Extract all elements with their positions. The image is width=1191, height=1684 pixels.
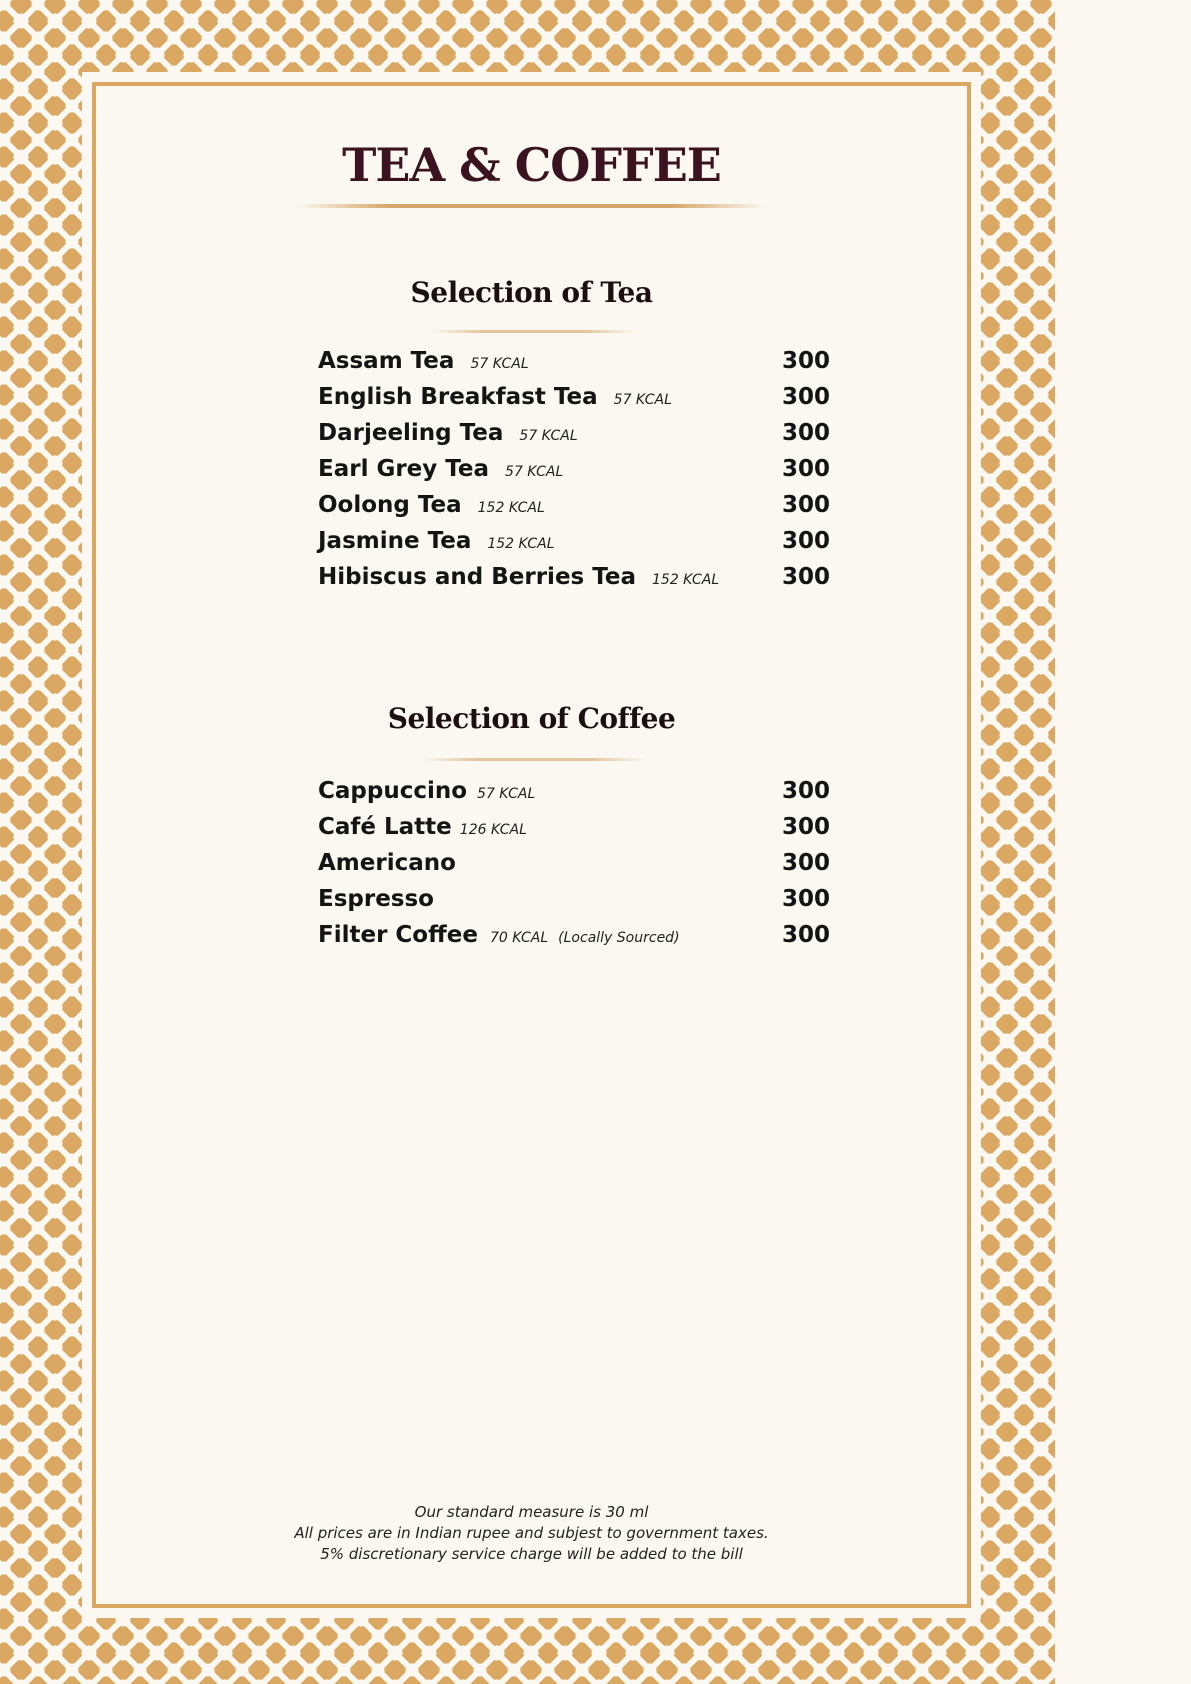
tea-item-hibiscus-berries (318, 564, 830, 600)
item-price: 300 (781, 420, 830, 446)
item-kcal: 57 KCAL (505, 464, 564, 480)
item-kcal: 57 KCAL (519, 428, 578, 444)
tea-section-heading: Selection of Tea (410, 276, 653, 309)
page-title: TEA & COFFEE (342, 138, 721, 192)
item-kcal: 152 KCAL (477, 500, 545, 516)
item-name: Oolong Tea (318, 492, 462, 518)
title-divider (296, 204, 766, 208)
tea-item-jasmine (318, 528, 830, 564)
item-name: Espresso (318, 886, 434, 912)
coffee-item-filter-coffee (318, 922, 830, 958)
item-name: Assam Tea (318, 348, 455, 374)
item-note: (Locally Sourced) (558, 930, 680, 946)
footer-service-charge-note: 5% discretionary service charge will be added to the bill (320, 1545, 743, 1563)
tea-item-earl-grey (318, 456, 830, 492)
item-name: English Breakfast Tea (318, 384, 598, 410)
coffee-section-divider (421, 758, 646, 761)
item-name: Darjeeling Tea (318, 420, 504, 446)
tea-item-assam (318, 348, 830, 384)
menu-panel (92, 82, 971, 1608)
item-price: 300 (781, 814, 830, 840)
item-name: Hibiscus and Berries Tea (318, 564, 636, 590)
item-kcal: 70 KCAL (489, 930, 549, 946)
item-name: Earl Grey Tea (318, 456, 490, 482)
item-price: 300 (781, 348, 830, 374)
footer-notes (96, 1502, 967, 1565)
coffee-item-espresso (318, 886, 830, 922)
item-kcal: 126 KCAL (459, 822, 527, 838)
item-name: Café Latte (318, 814, 452, 840)
item-kcal: 152 KCAL (652, 572, 720, 588)
item-name: Americano (318, 850, 456, 876)
item-price: 300 (781, 492, 830, 518)
coffee-section-heading: Selection of Coffee (387, 702, 676, 735)
item-price: 300 (781, 564, 830, 590)
item-name: Filter Coffee (318, 922, 478, 948)
footer-tax-note: All prices are in Indian rupee and subjest to government taxes. (294, 1524, 769, 1542)
coffee-item-cappuccino (318, 778, 830, 814)
item-price: 300 (781, 778, 830, 804)
item-kcal: 57 KCAL (470, 356, 529, 372)
item-price: 300 (781, 528, 830, 554)
item-kcal: 57 KCAL (613, 392, 672, 408)
item-kcal: 152 KCAL (487, 536, 555, 552)
coffee-item-americano (318, 850, 830, 886)
item-price: 300 (781, 922, 830, 948)
item-price: 300 (781, 456, 830, 482)
item-price: 300 (781, 886, 830, 912)
tea-item-oolong (318, 492, 830, 528)
coffee-item-cafe-latte (318, 814, 830, 850)
tea-item-english-breakfast (318, 384, 830, 420)
tea-section-divider (431, 330, 636, 333)
item-price: 300 (781, 850, 830, 876)
item-price: 300 (781, 384, 830, 410)
item-name: Jasmine Tea (318, 528, 472, 554)
footer-measure-note: Our standard measure is 30 ml (414, 1503, 649, 1521)
tea-item-darjeeling (318, 420, 830, 456)
item-name: Cappuccino (318, 778, 468, 804)
item-kcal: 57 KCAL (477, 786, 536, 802)
tea-list (318, 348, 830, 600)
coffee-list (318, 778, 830, 958)
